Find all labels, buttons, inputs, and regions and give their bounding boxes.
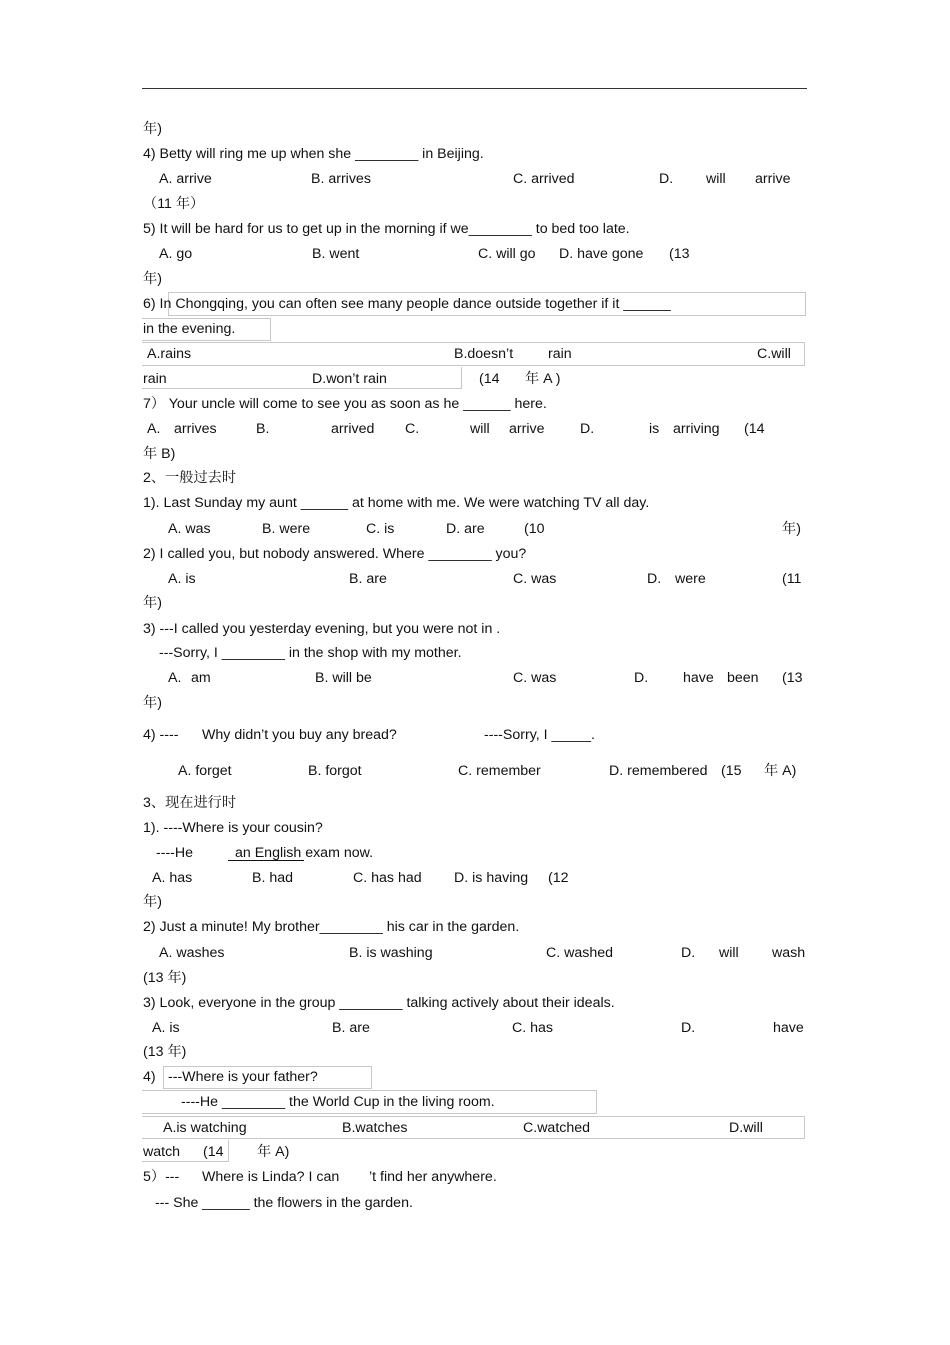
text-l42-2: ’t find her anywhere.: [369, 1169, 497, 1185]
text-l10-1: B.doesn’t: [454, 346, 514, 362]
text-l26-3: D. remembered: [609, 763, 708, 779]
text-l11-1: D.won’t rain: [312, 371, 387, 387]
text-l10-0: A.rains: [147, 346, 192, 362]
text-l11-3: 年 A ): [525, 371, 561, 387]
text-l33-4: will: [719, 945, 739, 961]
text-l29-0: ----He: [156, 845, 194, 861]
text-l17-0: A. was: [168, 521, 211, 537]
text-l14: 年 B): [143, 446, 176, 462]
text-l17-5: 年): [782, 521, 801, 537]
text-l13-2: B.: [256, 421, 270, 437]
text-l13-1: arrives: [174, 421, 217, 437]
text-l36-1: B. are: [332, 1020, 370, 1036]
text-l30-2: C. has had: [353, 870, 422, 886]
text-l25-0: 4) ----: [143, 727, 179, 743]
text-l40-1: B.watches: [342, 1120, 408, 1136]
text-l12: 7） Your uncle will come to see you as soon as he ______ here.: [143, 396, 547, 412]
text-l10-3: C.will: [757, 346, 791, 362]
text-l30-0: A. has: [152, 870, 193, 886]
text-l13-8: is: [649, 421, 660, 437]
text-l39: ----He ________ the World Cup in the living room.: [181, 1094, 495, 1110]
text-l38-0: 4): [143, 1069, 156, 1085]
text-l37: (13 年): [143, 1044, 187, 1060]
text-l35: 3) Look, everyone in the group ________ talking actively about their ideals.: [143, 995, 615, 1011]
text-l17-1: B. were: [262, 521, 311, 537]
text-l25-2: ----Sorry, I _____.: [484, 727, 595, 743]
text-l36-0: A. is: [152, 1020, 180, 1036]
text-l19-2: C. was: [513, 571, 557, 587]
text-l36-2: C. has: [512, 1020, 554, 1036]
text-l41-2: 年 A): [257, 1144, 290, 1160]
text-l19-3: D.: [647, 571, 662, 587]
text-l41-1: (14: [203, 1144, 224, 1160]
text-l40-2: C.watched: [523, 1120, 591, 1136]
header-rule: [142, 88, 807, 89]
text-l43: --- She ______ the flowers in the garden.: [155, 1195, 413, 1211]
text-l02: 4) Betty will ring me up when she ________ in Beijing.: [143, 146, 484, 162]
text-l21: 3) ---I called you yesterday evening, but you were not in .: [143, 621, 501, 637]
text-l04: （11 年）: [143, 196, 205, 212]
text-l33-0: A. washes: [159, 945, 225, 961]
text-l19-1: B. are: [349, 571, 387, 587]
text-l06-2: C. will go: [478, 246, 536, 262]
text-l31: 年): [143, 894, 162, 910]
text-l13-0: A.: [147, 421, 161, 437]
text-l07: 年): [143, 271, 162, 287]
text-l17-3: D. are: [446, 521, 485, 537]
text-l08: 6) In Chongqing, you can often see many people dance outside together if it ______: [143, 296, 671, 312]
text-l13-3: arrived: [331, 421, 375, 437]
text-l33-3: D.: [681, 945, 696, 961]
text-l40-3: D.will: [729, 1120, 763, 1136]
text-l10-2: rain: [548, 346, 572, 362]
text-l23-0: A.: [168, 670, 182, 686]
text-l26-1: B. forgot: [308, 763, 362, 779]
text-l03-5: arrive: [755, 171, 791, 187]
text-l15: 2、一般过去时: [143, 470, 237, 486]
text-l33-5: wash: [772, 945, 806, 961]
text-l11-0: rain: [143, 371, 167, 387]
text-l13-7: D.: [580, 421, 595, 437]
text-l24: 年): [143, 695, 162, 711]
text-l42-0: 5）---: [143, 1169, 180, 1185]
text-l33-2: C. washed: [546, 945, 614, 961]
text-l30-1: B. had: [252, 870, 294, 886]
text-l38-1: ---Where is your father?: [168, 1069, 318, 1085]
text-l06-3: D. have gone: [559, 246, 644, 262]
text-l36-4: have: [773, 1020, 804, 1036]
answer-blank-underline: [228, 860, 304, 861]
text-l26-4: (15: [721, 763, 742, 779]
text-l13-9: arriving: [673, 421, 720, 437]
text-l32: 2) Just a minute! My brother________ his car in the garden.: [143, 919, 520, 935]
text-l33-1: B. is washing: [349, 945, 433, 961]
text-l23-7: (13: [782, 670, 803, 686]
text-l01: 年): [143, 121, 162, 137]
text-l13-4: C.: [405, 421, 420, 437]
text-l19-4: were: [675, 571, 706, 587]
text-l03-4: will: [706, 171, 726, 187]
text-l06-4: (13: [669, 246, 690, 262]
box-q6-d: [142, 367, 462, 389]
text-l42-1: Where is Linda? I can: [202, 1169, 340, 1185]
text-l16: 1). Last Sunday my aunt ______ at home with me. We were watching TV all day.: [143, 495, 650, 511]
text-l41-0: watch: [143, 1144, 181, 1160]
text-l23-4: D.: [634, 670, 649, 686]
text-l05: 5) It will be hard for us to get up in the morning if we________ to bed too late.: [143, 221, 630, 237]
text-l25-1: Why didn’t you buy any bread?: [202, 727, 397, 743]
text-l40-0: A.is watching: [163, 1120, 247, 1136]
text-l28: 1). ----Where is your cousin?: [143, 820, 323, 836]
text-l29-1: an English exam now.: [235, 845, 374, 861]
text-l03-1: B. arrives: [311, 171, 371, 187]
text-l36-3: D.: [681, 1020, 696, 1036]
text-l03-2: C. arrived: [513, 171, 575, 187]
text-l23-3: C. was: [513, 670, 557, 686]
text-l26-5: 年 A): [764, 763, 797, 779]
text-l19-0: A. is: [168, 571, 196, 587]
text-l17-4: (10: [524, 521, 545, 537]
text-l26-0: A. forget: [178, 763, 232, 779]
text-l26-2: C. remember: [458, 763, 541, 779]
text-l23-2: B. will be: [315, 670, 372, 686]
text-l03-3: D.: [659, 171, 674, 187]
text-l23-6: been: [727, 670, 759, 686]
text-l06-0: A. go: [159, 246, 193, 262]
text-l34: (13 年): [143, 970, 187, 986]
text-l11-2: (14: [479, 371, 500, 387]
text-l13-6: arrive: [509, 421, 545, 437]
text-l30-3: D. is having: [454, 870, 529, 886]
text-l23-5: have: [683, 670, 714, 686]
text-l23-1: am: [191, 670, 211, 686]
text-l09: in the evening.: [143, 321, 236, 337]
text-l13-10: (14: [744, 421, 765, 437]
text-l18: 2) I called you, but nobody answered. Where ________ you?: [143, 546, 527, 562]
text-l19-5: (11: [782, 571, 802, 587]
text-l17-2: C. is: [366, 521, 395, 537]
text-l20: 年): [143, 595, 162, 611]
text-l22: ---Sorry, I ________ in the shop with my mother.: [159, 645, 462, 661]
text-l30-4: (12: [548, 870, 569, 886]
text-l03-0: A. arrive: [159, 171, 212, 187]
text-l13-5: will: [470, 421, 490, 437]
text-l06-1: B. went: [312, 246, 360, 262]
text-l27: 3、现在进行时: [143, 795, 237, 811]
